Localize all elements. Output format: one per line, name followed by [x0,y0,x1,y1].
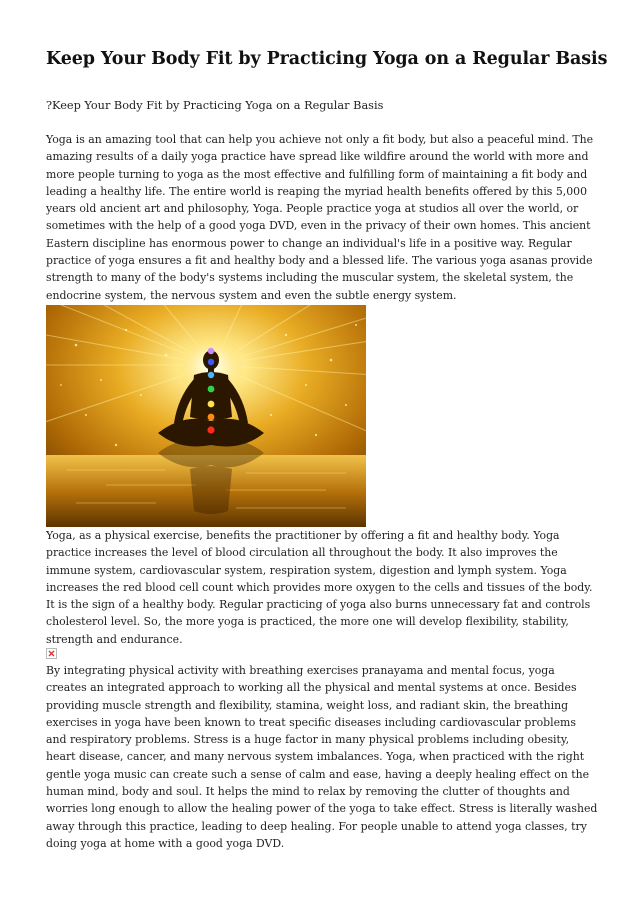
paragraph-physical-benefits: Yoga, as a physical exercise, benefits the practitioner by offering a fit and healthy body. Yoga practice increases the level of blood circulation all throughout the body. It also improves the immune system, cardiovascular system, respiration system, digestion and lymph system. Yoga increases the red blood cell count which provides more oxygen to the cells and tissues of the body. It is the sign of a healthy body. Regular practicing of yoga also burns unnecessary fat and controls cholesterol level. So, the more yoga is practiced, the more one will develop flexibility, stability, strength and endurance. [46,529,593,646]
broken-image-icon [46,648,57,659]
page-title: Keep Your Body Fit by Practicing Yoga on a Regular Basis [46,49,608,69]
yoga-meditation-image [46,305,366,527]
paragraph-intro: Yoga is an amazing tool that can help you achieve not only a fit body, but also a peaceful mind. The amazing results of a daily yoga practice have spread like wildfire around the world with more and more people turning to yoga as the most effective and fulfilling form of maintaining a fit body and leading a healthy life. The entire world is reaping the myriad health benefits offered by this 5,000 years old ancient art and philosophy, Yoga. People practice yoga at studios all over the world, or sometimes with the help of a good yoga DVD, even in the privacy of their own homes. This ancient Eastern discipline has enormous power to change an individual's life in a positive way. Regular practice of yoga ensures a fit and healthy body and a blessed life. The various yoga asanas provide strength to many of the body's systems including the muscular system, the skeletal system, the endocrine system, the nervous system and even the subtle energy system. [46,133,594,302]
subtitle: ?Keep Your Body Fit by Practicing Yoga on a Regular Basis [46,99,384,112]
paragraph-stress-relief: By integrating physical activity with breathing exercises pranayama and mental focus, yoga creates an integrated approach to working all the physical and mental systems at once. Besides providing muscle strength and flexibility, stamina, weight loss, and radiant skin, the breathing exercises in yoga have been known to treat specific diseases including cardiovascular problems and respiratory problems. Stress is a huge factor in many physical problems including obesity, heart disease, cancer, and many nervous system imbalances. Yoga, when practiced with the right gentle yoga music can create such a sense of calm and ease, having a deeply healing effect on the human mind, body and soul. It helps the mind to relax by removing the clutter of thoughts and worries long enough to allow the healing power of the yoga to take effect. Stress is literally washed away through this practice, leading to deep healing. For people unable to attend yoga classes, try doing yoga at home with a good yoga DVD. [46,664,598,850]
